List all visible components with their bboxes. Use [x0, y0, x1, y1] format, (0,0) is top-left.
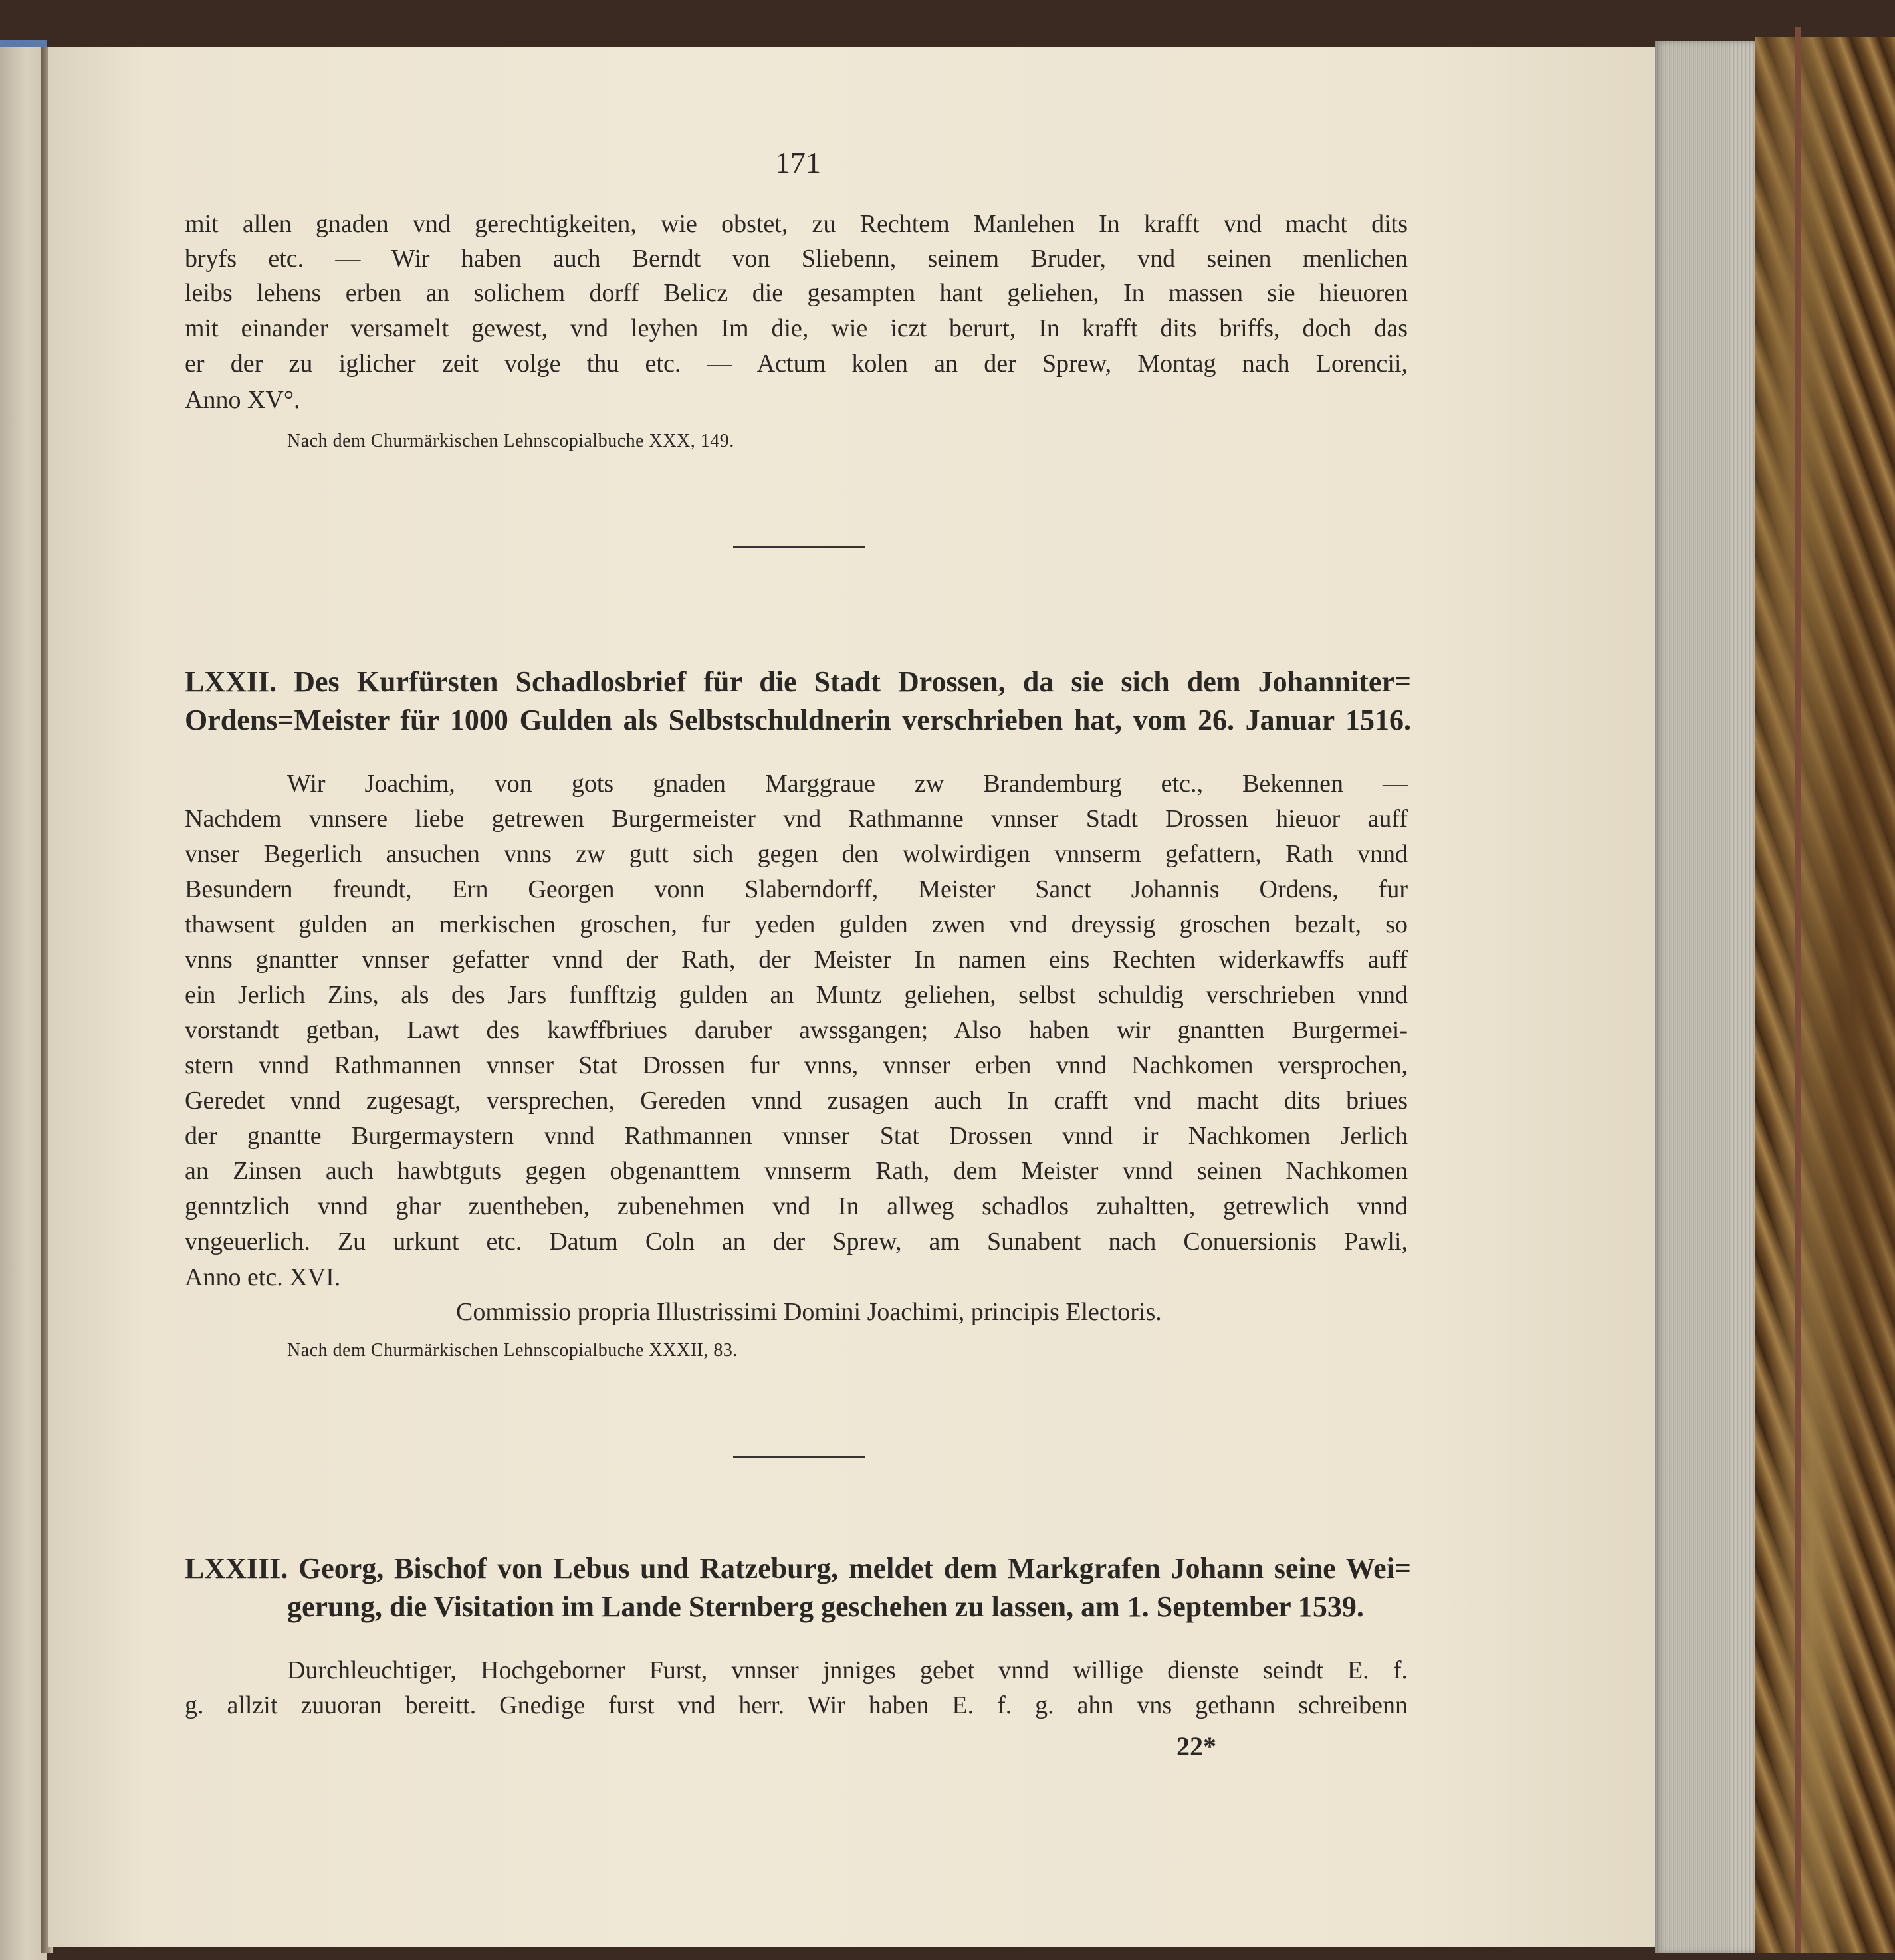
text-line: vorstandt getban, Lawt des kawffbriues daruber awssgangen; Also haben wir gnantten Burgermei- [185, 1016, 1408, 1044]
text-line: vnser Begerlich ansuchen vnns zw gutt sich gegen den wolwirdigen vnnserm gefattern, Rath vnnd [185, 840, 1408, 868]
text-line: stern vnnd Rathmannen vnnser Stat Drossen fur vnns, vnnser erben vnnd Nachkomen versprochen, [185, 1051, 1408, 1079]
source-citation: Nach dem Churmärkischen Lehnscopialbuche XXXII, 83. [287, 1340, 738, 1361]
text-line: Besundern freundt, Ern Georgen vonn Slaberndorff, Meister Sanct Johannis Ordens, fur [185, 875, 1408, 903]
text-line: vnns gnantter vnnser gefatter vnnd der Rath, der Meister In namen eins Rechten widerkawffs auff [185, 946, 1408, 974]
text-line: vngeuerlich. Zu urkunt etc. Datum Coln an der Sprew, am Sunabent nach Conuersionis Pawli, [185, 1228, 1408, 1255]
source-citation: Nach dem Churmärkischen Lehnscopialbuche XXX, 149. [287, 431, 734, 451]
text-line: genntzlich vnnd ghar zuentheben, zubenehmen vnd In allweg schadlos zuhaltten, getrewlich vnnd [185, 1192, 1408, 1220]
page-number: 171 [775, 146, 821, 179]
commission-line: Commissio propria Illustrissimi Domini Joachimi, principis Electoris. [456, 1298, 1162, 1326]
section-divider [733, 546, 865, 548]
text-line: mit einander versamelt gewest, vnd leyhen Im die, wie iczt berurt, In krafft dits briffs, doch das [185, 314, 1408, 342]
page-edges [1655, 41, 1755, 1953]
cover-binding-edge [1795, 27, 1895, 1953]
text-line: Anno XV°. [185, 386, 300, 414]
text-line: ein Jerlich Zins, als des Jars funfftzig gulden an Muntz geliehen, selbst schuldig verschrieben vnnd [185, 981, 1408, 1009]
text-line: Anno etc. XVI. [185, 1263, 341, 1291]
text-line: Geredet vnnd zugesagt, versprechen, Gereden vnnd zusagen auch In crafft vnd macht dits briues [185, 1087, 1408, 1115]
section-heading: gerung, die Visitation im Lande Sternberg geschehen zu lassen, am 1. September 1539. [287, 1590, 1364, 1623]
text-line: Nachdem vnnsere liebe getrewen Burgermeister vnd Rathmanne vnnser Stadt Drossen hieuor auff [185, 805, 1408, 833]
text-line: an Zinsen auch hawbtguts gegen obgenanttem vnnserm Rath, dem Meister vnnd seinen Nachkomen [185, 1157, 1408, 1185]
text-line: der gnantte Burgermaystern vnnd Rathmannen vnnser Stat Drossen vnnd ir Nachkomen Jerlich [185, 1122, 1408, 1150]
text-line: mit allen gnaden vnd gerechtigkeiten, wie obstet, zu Rechtem Manlehen In krafft vnd macht dits [185, 210, 1408, 238]
text-line: bryfs etc. — Wir haben auch Berndt von Sliebenn, seinem Bruder, vnd seinen menlichen [185, 245, 1408, 272]
text-line: Durchleuchtiger, Hochgeborner Furst, vnnser jnniges gebet vnnd willige dienste seindt E. f. [287, 1656, 1408, 1684]
signature-mark: 22* [1176, 1731, 1216, 1761]
left-page-edge [0, 40, 47, 1960]
section-heading: LXXII. Des Kurfürsten Schadlosbrief für die Stadt Drossen, da sie sich dem Johanniter= [185, 665, 1411, 698]
text-line: g. allzit zuuoran bereitt. Gnedige furst vnd herr. Wir haben E. f. g. ahn vns gethann schreibenn [185, 1691, 1408, 1719]
section-divider [733, 1456, 865, 1458]
text-line: leibs lehens erben an solichem dorff Belicz die gesampten hant geliehen, In massen sie hieuoren [185, 279, 1408, 307]
text-line: Wir Joachim, von gots gnaden Marggraue zw Brandemburg etc., Bekennen — [287, 770, 1408, 798]
section-heading: Ordens=Meister für 1000 Gulden als Selbstschuldnerin verschrieben hat, vom 26. Januar 1516. [185, 704, 1411, 736]
section-heading: LXXIII. Georg, Bischof von Lebus und Ratzeburg, meldet dem Markgrafen Johann seine Wei= [185, 1552, 1411, 1584]
text-line: er der zu iglicher zeit volge thu etc. — Actum kolen an der Sprew, Montag nach Lorencii, [185, 350, 1408, 378]
text-line: thawsent gulden an merkischen groschen, fur yeden gulden zwen vnd dreyssig groschen bezalt, so [185, 911, 1408, 938]
